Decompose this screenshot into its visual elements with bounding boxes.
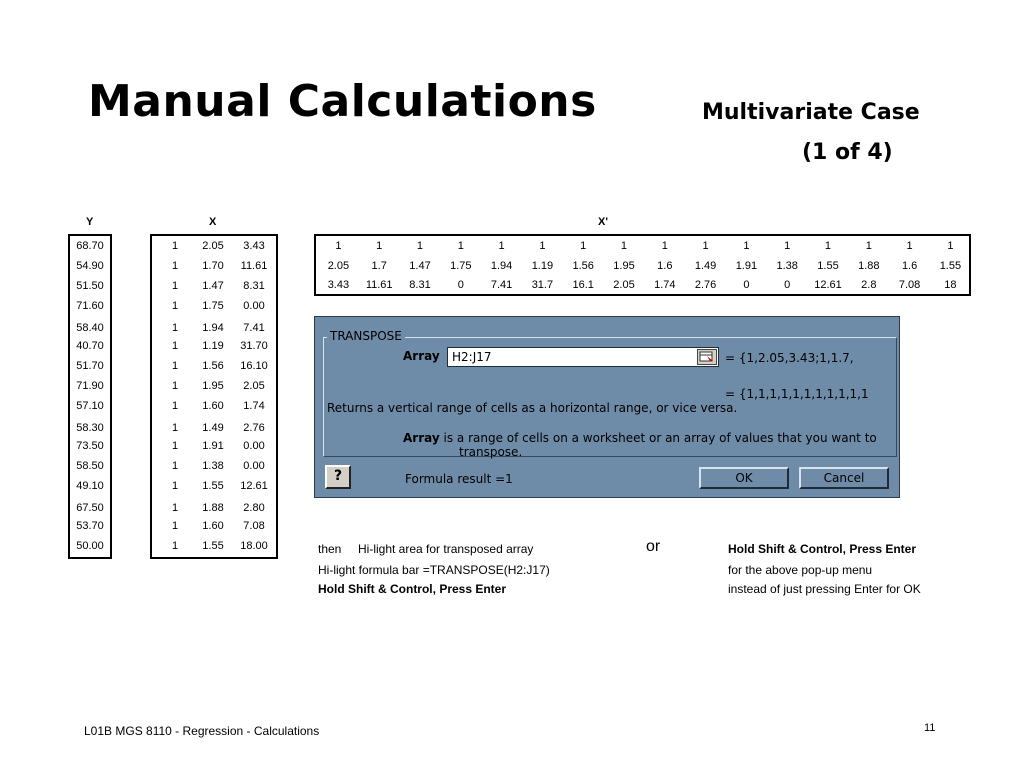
table-row	[152, 520, 276, 534]
x-cell: 1.55	[202, 540, 224, 552]
dialog-group-label: TRANSPOSE	[327, 329, 405, 343]
x-cell: 1	[171, 240, 179, 252]
alt-instruction-3: instead of just pressing Enter for OK	[728, 582, 921, 596]
table-row	[152, 480, 276, 494]
slide-subtitle-part: (1 of 4)	[802, 140, 893, 165]
table-row	[152, 400, 276, 414]
x-cell: 11.61	[240, 260, 268, 272]
instruction-step3: Hold Shift & Control, Press Enter	[318, 582, 507, 596]
x-cell: 1	[171, 380, 179, 392]
x-cell: 2.05	[202, 240, 224, 252]
table-row	[70, 422, 110, 436]
xt-cell: 0	[743, 279, 750, 291]
x-cell: 1	[171, 540, 179, 552]
x-cell: 31.70	[240, 340, 268, 352]
y-cell: 58.50	[76, 460, 104, 472]
x-cell: 1	[171, 360, 179, 372]
table-row	[70, 300, 110, 314]
x-cell: 1.70	[202, 260, 224, 272]
xt-cell: 1	[620, 240, 628, 252]
xt-cell: 1	[416, 240, 424, 252]
alt-instruction-2: for the above pop-up menu	[728, 563, 873, 577]
table-row	[70, 520, 110, 534]
y-cell: 51.50	[76, 280, 104, 292]
x-cell: 1.47	[202, 280, 224, 292]
table-row	[152, 360, 276, 374]
y-cell: 71.90	[76, 380, 104, 392]
x-cell: 1.75	[202, 300, 224, 312]
xt-cell: 18	[944, 279, 957, 291]
y-cell: 49.10	[76, 480, 104, 492]
xt-cell: 1.91	[735, 260, 758, 272]
table-row	[70, 502, 110, 516]
xt-cell: 1.75	[450, 260, 472, 272]
xt-cell: 1.55	[817, 260, 839, 272]
y-cell: 40.70	[76, 340, 104, 352]
x-cell: 2.76	[243, 422, 265, 434]
x-cell: 2.05	[243, 380, 265, 392]
xt-cell: 12.61	[814, 279, 842, 291]
slide-title: Manual Calculations	[88, 76, 597, 127]
xt-cell: 1	[743, 240, 750, 252]
xt-cell: 2.76	[694, 279, 717, 291]
table-row	[152, 422, 276, 436]
table-row	[152, 340, 276, 354]
x-cell: 18.00	[240, 540, 268, 552]
xt-cell: 1.55	[939, 260, 962, 272]
table-row	[152, 240, 276, 254]
y-vector-table	[68, 234, 112, 559]
xt-cell: 11.61	[365, 279, 393, 291]
y-cell: 68.70	[76, 240, 104, 252]
xt-cell: 1	[661, 240, 668, 252]
table-row	[152, 440, 276, 454]
formula-result: Formula result =1	[405, 472, 513, 486]
xt-cell: 1.74	[654, 279, 676, 291]
y-cell: 50.00	[76, 540, 104, 552]
y-cell: 71.60	[76, 300, 104, 312]
x-cell: 1	[171, 440, 179, 452]
x-transpose-header: X'	[598, 216, 608, 228]
x-cell: 1.74	[243, 400, 265, 412]
cancel-button[interactable]: Cancel	[799, 467, 889, 489]
x-cell: 1	[171, 280, 179, 292]
table-row	[70, 260, 110, 274]
xt-cell: 7.08	[898, 279, 921, 291]
x-header: X	[209, 216, 217, 228]
y-cell: 67.50	[76, 502, 104, 514]
xt-cell: 1.47	[409, 260, 431, 272]
y-cell: 58.40	[76, 322, 104, 334]
or-text: or	[646, 538, 661, 555]
x-cell: 1.94	[202, 322, 224, 334]
xt-cell: 1.56	[572, 260, 594, 272]
xt-cell: 1	[457, 240, 464, 252]
table-row	[70, 240, 110, 254]
collapse-dialog-button[interactable]	[697, 349, 717, 365]
table-row	[70, 480, 110, 494]
xt-cell: 2.05	[327, 260, 350, 272]
y-cell: 54.90	[76, 260, 104, 272]
page-number: 11	[924, 722, 936, 734]
help-button[interactable]: ?	[325, 465, 351, 489]
xt-cell: 0	[784, 279, 791, 291]
xt-cell: 1	[824, 240, 832, 252]
table-row	[70, 440, 110, 454]
table-row	[316, 240, 969, 254]
table-row	[70, 340, 110, 354]
xt-cell: 1	[865, 240, 872, 252]
instruction-step1: Hi-light area for transposed array	[358, 542, 534, 556]
xt-cell: 1.94	[490, 260, 513, 272]
x-cell: 1	[171, 260, 179, 272]
x-cell: 8.31	[243, 280, 265, 292]
xt-cell: 2.05	[613, 279, 635, 291]
alt-instruction-1: Hold Shift & Control, Press Enter	[728, 542, 917, 556]
y-cell: 53.70	[76, 520, 104, 532]
table-row	[70, 322, 110, 336]
xt-cell: 1	[376, 240, 383, 252]
table-row	[152, 322, 276, 336]
x-cell: 0.00	[243, 300, 265, 312]
table-row	[70, 540, 110, 554]
table-row	[152, 260, 276, 274]
x-cell: 1	[171, 322, 179, 334]
x-cell: 1	[171, 460, 179, 472]
array-input[interactable]: H2:J17	[447, 347, 719, 367]
xt-cell: 7.41	[490, 279, 513, 291]
x-cell: 0.00	[243, 440, 265, 452]
argument-description-cont: transpose.	[459, 445, 523, 459]
table-row	[152, 280, 276, 294]
x-cell: 1.55	[202, 480, 224, 492]
x-matrix-table	[150, 234, 278, 559]
table-row	[70, 460, 110, 474]
xt-cell: 1	[580, 240, 587, 252]
array-result-preview: = {1,2.05,3.43;1,1.7,	[725, 351, 854, 365]
xt-cell: 1.49	[694, 260, 717, 272]
y-cell: 58.30	[76, 422, 104, 434]
x-cell: 1.56	[202, 360, 224, 372]
ok-button[interactable]: OK	[699, 467, 789, 489]
x-cell: 1	[171, 480, 179, 492]
formula-result-preview: = {1,1,1,1,1,1,1,1,1,1,1	[725, 387, 869, 401]
table-row	[152, 460, 276, 474]
xt-cell: 1.38	[776, 260, 798, 272]
x-cell: 0.00	[243, 460, 265, 472]
x-cell: 7.41	[243, 322, 265, 334]
xt-cell: 8.31	[409, 279, 431, 291]
x-cell: 1.38	[202, 460, 224, 472]
table-row	[316, 279, 969, 293]
xt-cell: 1	[539, 240, 546, 252]
x-cell: 7.08	[243, 520, 265, 532]
x-cell: 1.91	[202, 440, 224, 452]
table-row	[152, 540, 276, 554]
argument-name: Array	[403, 431, 440, 445]
xt-cell: 16.1	[572, 279, 594, 291]
x-cell: 16.10	[240, 360, 268, 372]
x-cell: 1	[171, 520, 179, 532]
x-cell: 1	[171, 400, 179, 412]
table-row	[70, 360, 110, 374]
xt-cell: 1.6	[901, 260, 918, 272]
xt-cell: 1	[498, 240, 505, 252]
xt-cell: 2.8	[861, 279, 877, 291]
xt-cell: 1	[906, 240, 913, 252]
xt-cell: 1	[947, 240, 954, 252]
x-transpose-table	[314, 234, 971, 296]
xt-cell: 0	[457, 279, 464, 291]
xt-cell: 1.95	[613, 260, 635, 272]
x-cell: 1	[171, 300, 179, 312]
table-row	[152, 300, 276, 314]
x-cell: 2.80	[243, 502, 265, 514]
xt-cell: 1	[784, 240, 791, 252]
table-row	[70, 380, 110, 394]
array-field-label: Array	[403, 349, 440, 363]
range-select-icon	[698, 350, 716, 364]
table-row	[152, 502, 276, 516]
slide-subtitle: Multivariate Case	[702, 100, 920, 125]
y-cell: 57.10	[76, 400, 104, 412]
x-cell: 1.88	[202, 502, 224, 514]
table-row	[70, 400, 110, 414]
xt-cell: 1.88	[858, 260, 880, 272]
table-row	[152, 380, 276, 394]
y-cell: 51.70	[76, 360, 104, 372]
transpose-dialog	[314, 316, 900, 498]
x-cell: 1.49	[202, 422, 224, 434]
x-cell: 12.61	[240, 480, 268, 492]
x-cell: 1.19	[202, 340, 224, 352]
instruction-step2: Hi-light formula bar =TRANSPOSE(H2:J17)	[318, 563, 550, 577]
xt-cell: 31.7	[531, 279, 554, 291]
x-cell: 1	[171, 502, 179, 514]
x-cell: 1	[171, 340, 179, 352]
slide-footer: L01B MGS 8110 - Regression - Calculations	[84, 724, 320, 738]
xt-cell: 3.43	[327, 279, 350, 291]
argument-description: is a range of cells on a worksheet or an array of values that you want to	[439, 431, 877, 445]
y-header: Y	[86, 216, 94, 228]
table-row	[70, 280, 110, 294]
function-description: Returns a vertical range of cells as a horizontal range, or vice versa.	[327, 401, 738, 415]
xt-cell: 1	[335, 240, 342, 252]
table-row	[316, 260, 969, 274]
xt-cell: 1.7	[371, 260, 387, 272]
x-cell: 1.95	[202, 380, 224, 392]
xt-cell: 1.6	[657, 260, 673, 272]
x-cell: 1	[171, 422, 179, 434]
instruction-then: then	[318, 542, 342, 556]
xt-cell: 1.19	[531, 260, 554, 272]
x-cell: 3.43	[243, 240, 265, 252]
xt-cell: 1	[702, 240, 709, 252]
x-cell: 1.60	[202, 520, 224, 532]
y-cell: 73.50	[76, 440, 104, 452]
x-cell: 1.60	[202, 400, 224, 412]
